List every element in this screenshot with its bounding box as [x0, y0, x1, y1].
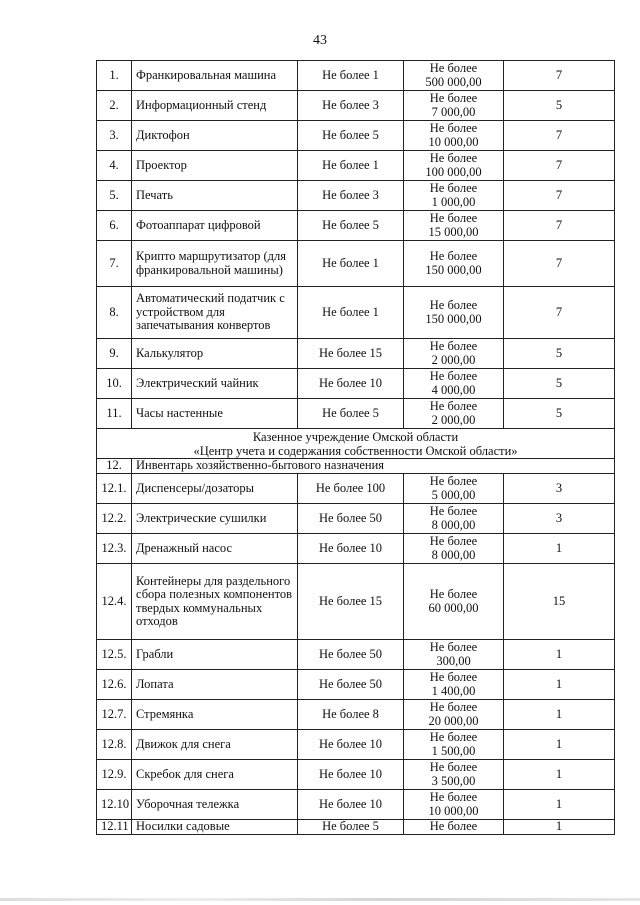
price-prefix: Не более: [429, 640, 478, 654]
price-prefix: Не более: [429, 369, 478, 383]
item-service-years: 5: [504, 369, 615, 399]
row-number: 2.: [97, 91, 132, 121]
price-prefix: Не более: [429, 339, 478, 353]
item-quantity: Не более 15: [298, 339, 404, 369]
price-prefix: Не более: [429, 399, 478, 413]
price-prefix: Не более: [429, 730, 478, 744]
row-number: 12.9.: [97, 760, 132, 790]
price-prefix: Не более: [429, 91, 478, 105]
item-service-years: 3: [504, 474, 615, 504]
norms-table: [96, 60, 615, 835]
item-name: Контейнеры для раздельного сбора полезных компонентов твердых коммунальных отходов: [132, 564, 298, 640]
row-number: 12.5.: [97, 640, 132, 670]
price-value: 2 000,00: [431, 412, 476, 427]
item-name: Стремянка: [132, 700, 298, 730]
row-number: 3.: [97, 121, 132, 151]
item-price: [404, 640, 504, 670]
item-service-years: 3: [504, 504, 615, 534]
price-value: 7 000,00: [431, 104, 476, 119]
item-price: [404, 504, 504, 534]
price-value: 20 000,00: [428, 713, 479, 728]
item-name: Диспенсеры/дозаторы: [132, 474, 298, 504]
item-quantity: Не более 100: [298, 474, 404, 504]
price-value: 10 000,00: [428, 803, 479, 818]
item-price: [404, 151, 504, 181]
item-quantity: Не более 3: [298, 91, 404, 121]
row-number: 12.4.: [97, 564, 132, 640]
price-prefix: Не более: [429, 700, 478, 714]
item-service-years: 1: [504, 790, 615, 820]
item-name: Электрический чайник: [132, 369, 298, 399]
item-price: [404, 287, 504, 339]
item-service-years: 1: [504, 670, 615, 700]
row-number: 6.: [97, 211, 132, 241]
item-name: Носилки садовые: [132, 820, 298, 835]
price-value: 100 000,00: [425, 164, 482, 179]
item-service-years: 1: [504, 700, 615, 730]
scan-edge: [0, 898, 640, 901]
row-number: 12.7.: [97, 700, 132, 730]
table-row: [97, 181, 615, 211]
item-quantity: Не более 50: [298, 640, 404, 670]
price-prefix: Не более: [429, 504, 478, 518]
table-row: [97, 730, 615, 760]
item-price: [404, 534, 504, 564]
item-quantity: Не более 10: [298, 369, 404, 399]
row-number: 12.10: [97, 790, 132, 820]
item-price: [404, 730, 504, 760]
table-row: [97, 339, 615, 369]
item-quantity: Не более 1: [298, 151, 404, 181]
item-price: [404, 564, 504, 640]
item-quantity: Не более 5: [298, 399, 404, 429]
table-row: [97, 211, 615, 241]
item-service-years: 1: [504, 640, 615, 670]
price-value: 300,00: [436, 653, 471, 668]
item-price: [404, 61, 504, 91]
section-b-body: [97, 474, 615, 835]
row-number: 12.8.: [97, 730, 132, 760]
item-name: Проектор: [132, 151, 298, 181]
org-header-line1: Казенное учреждение Омской области: [252, 429, 459, 444]
item-quantity: Не более 50: [298, 670, 404, 700]
item-quantity: Не более 15: [298, 564, 404, 640]
price-value: 5 000,00: [431, 487, 476, 502]
org-header-line2: «Центр учета и содержания собственности Омской области»: [193, 443, 518, 458]
price-prefix: Не более: [429, 670, 478, 684]
item-name: Электрические сушилки: [132, 504, 298, 534]
row-number: 5.: [97, 181, 132, 211]
item-service-years: 15: [504, 564, 615, 640]
item-service-years: 5: [504, 339, 615, 369]
org-header-cell: [97, 429, 615, 459]
item-name: Франкировальная машина: [132, 61, 298, 91]
price-prefix: Не более: [429, 298, 478, 312]
price-prefix: Не более: [429, 819, 478, 834]
item-price: [404, 670, 504, 700]
item-name: Движок для снега: [132, 730, 298, 760]
row-number: 9.: [97, 339, 132, 369]
table-row: [97, 564, 615, 640]
item-service-years: 1: [504, 820, 615, 835]
table-row: [97, 790, 615, 820]
org-header-row: [97, 429, 615, 459]
price-value: 1 500,00: [431, 743, 476, 758]
item-name: Уборочная тележка: [132, 790, 298, 820]
table-row: [97, 760, 615, 790]
item-name: Печать: [132, 181, 298, 211]
item-price: [404, 181, 504, 211]
item-service-years: 1: [504, 534, 615, 564]
item-quantity: Не более 10: [298, 760, 404, 790]
item-quantity: Не более 10: [298, 534, 404, 564]
page-number: 43: [313, 33, 327, 48]
item-quantity: Не более 50: [298, 504, 404, 534]
item-service-years: 1: [504, 760, 615, 790]
table-row: [97, 640, 615, 670]
item-quantity: Не более 5: [298, 211, 404, 241]
category-row: [97, 459, 615, 474]
item-quantity: Не более 10: [298, 790, 404, 820]
item-name: Калькулятор: [132, 339, 298, 369]
item-quantity: Не более 1: [298, 241, 404, 287]
row-number: 11.: [97, 399, 132, 429]
price-value: 15 000,00: [428, 224, 479, 239]
row-number: 4.: [97, 151, 132, 181]
table-row: [97, 287, 615, 339]
item-service-years: 5: [504, 91, 615, 121]
category-number: 12.: [97, 459, 132, 474]
item-service-years: 7: [504, 121, 615, 151]
item-price: [404, 474, 504, 504]
item-price: [404, 339, 504, 369]
item-name: Грабли: [132, 640, 298, 670]
price-value: 10 000,00: [428, 134, 479, 149]
item-price: [404, 241, 504, 287]
table-row: [97, 820, 615, 835]
price-prefix: Не более: [429, 211, 478, 225]
price-value: 60 000,00: [428, 600, 479, 615]
item-name: Часы настенные: [132, 399, 298, 429]
price-prefix: Не более: [429, 151, 478, 165]
category-label: Инвентарь хозяйственно-бытового назначения: [132, 459, 615, 474]
price-value: 8 000,00: [431, 517, 476, 532]
table-row: [97, 399, 615, 429]
table-row: [97, 369, 615, 399]
item-price: [404, 700, 504, 730]
price-value: 500 000,00: [425, 74, 482, 89]
item-price: [404, 369, 504, 399]
item-price: [404, 820, 504, 835]
price-prefix: Не более: [429, 760, 478, 774]
row-number: 1.: [97, 61, 132, 91]
row-number: 12.2.: [97, 504, 132, 534]
price-value: 1 000,00: [431, 194, 476, 209]
price-prefix: Не более: [429, 587, 478, 601]
item-service-years: 7: [504, 211, 615, 241]
item-service-years: 7: [504, 241, 615, 287]
price-value: 150 000,00: [425, 311, 482, 326]
price-value: 150 000,00: [425, 262, 482, 277]
section-a-body: [97, 61, 615, 429]
row-number: 8.: [97, 287, 132, 339]
price-prefix: Не более: [429, 249, 478, 263]
item-quantity: Не более 1: [298, 287, 404, 339]
item-name: Скребок для снега: [132, 760, 298, 790]
row-number: 10.: [97, 369, 132, 399]
item-quantity: Не более 10: [298, 730, 404, 760]
item-quantity: Не более 3: [298, 181, 404, 211]
row-number: 12.3.: [97, 534, 132, 564]
price-value: 2 000,00: [431, 352, 476, 367]
item-service-years: 5: [504, 399, 615, 429]
table-row: [97, 121, 615, 151]
row-number: 12.6.: [97, 670, 132, 700]
item-price: [404, 760, 504, 790]
item-service-years: 7: [504, 151, 615, 181]
table-row: [97, 61, 615, 91]
item-name: Диктофон: [132, 121, 298, 151]
table-row: [97, 91, 615, 121]
item-service-years: 7: [504, 287, 615, 339]
table-row: [97, 241, 615, 287]
item-price: [404, 790, 504, 820]
table-row: [97, 700, 615, 730]
item-service-years: 1: [504, 730, 615, 760]
row-number: 7.: [97, 241, 132, 287]
price-prefix: Не более: [429, 121, 478, 135]
row-number: 12.11: [97, 820, 132, 835]
item-quantity: Не более 1: [298, 61, 404, 91]
org-header-body: [97, 429, 615, 474]
item-name: Информационный стенд: [132, 91, 298, 121]
item-price: [404, 121, 504, 151]
item-quantity: Не более 8: [298, 700, 404, 730]
table-row: [97, 151, 615, 181]
item-name: Фотоаппарат цифровой: [132, 211, 298, 241]
price-prefix: Не более: [429, 534, 478, 548]
price-prefix: Не более: [429, 474, 478, 488]
price-value: 4 000,00: [431, 382, 476, 397]
table-row: [97, 670, 615, 700]
price-prefix: Не более: [429, 61, 478, 75]
table-row: [97, 534, 615, 564]
row-number: 12.1.: [97, 474, 132, 504]
table-row: [97, 504, 615, 534]
price-value: 8 000,00: [431, 547, 476, 562]
price-prefix: Не более: [429, 790, 478, 804]
item-name: Дренажный насос: [132, 534, 298, 564]
item-name: Крипто маршрутизатор (для франкировальной машины): [132, 241, 298, 287]
item-service-years: 7: [504, 61, 615, 91]
price-value: 3 500,00: [431, 773, 476, 788]
item-quantity: Не более 5: [298, 121, 404, 151]
item-name: Лопата: [132, 670, 298, 700]
item-name: Автоматический податчик с устройством для запечатывания конвертов: [132, 287, 298, 339]
item-price: [404, 91, 504, 121]
item-price: [404, 211, 504, 241]
item-quantity: Не более 5: [298, 820, 404, 835]
price-prefix: Не более: [429, 181, 478, 195]
price-value: 1 400,00: [431, 683, 476, 698]
table-row: [97, 474, 615, 504]
item-service-years: 7: [504, 181, 615, 211]
item-price: [404, 399, 504, 429]
